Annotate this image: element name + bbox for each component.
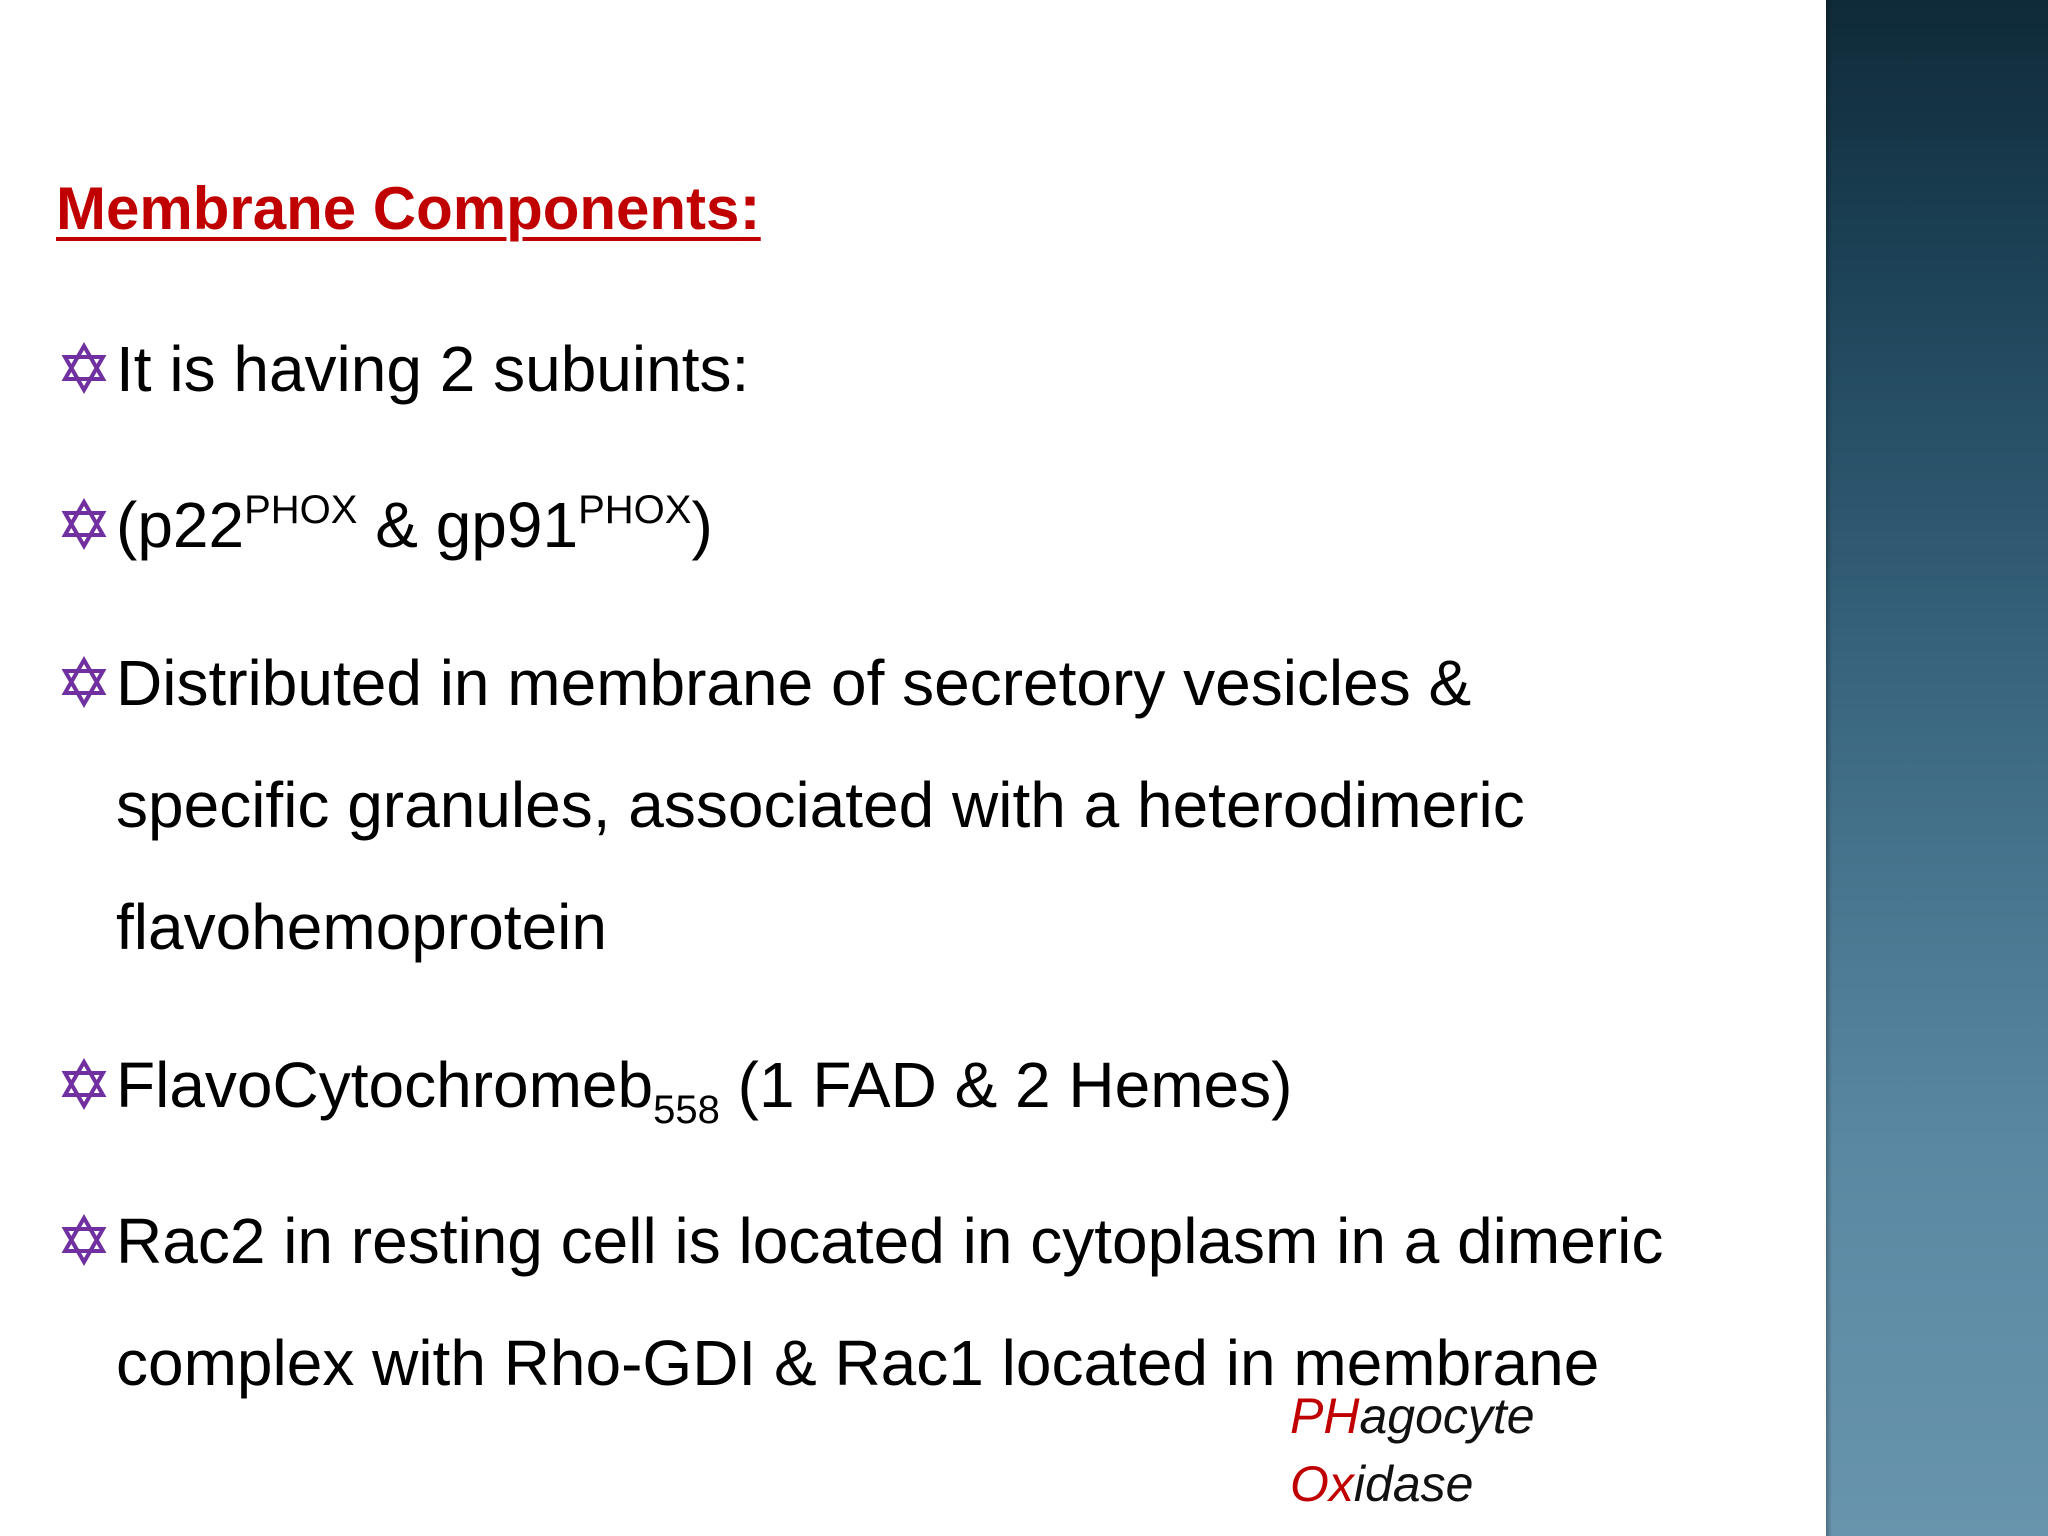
bullet-item	[58, 464, 1778, 595]
bullet-line: specific granules, associated with a heterodimeric	[116, 769, 1525, 841]
star-of-david-icon	[58, 656, 110, 708]
bullet-text	[116, 622, 1778, 988]
phox-caption	[1290, 1382, 1535, 1518]
bullet-line: complex with Rho-GDI & Rac1 located in membrane	[116, 1327, 1600, 1399]
caption-rest: idase	[1353, 1456, 1474, 1512]
close-paren: )	[691, 489, 713, 561]
star-of-david-icon	[58, 1214, 110, 1266]
bullet-line: Rac2 in resting cell is located in cytoplasm in a dimeric	[116, 1205, 1664, 1277]
bullet-text	[116, 464, 1778, 595]
bullet-line: Distributed in membrane of secretory vesicles &	[116, 647, 1472, 719]
title-text: Membrane Components	[56, 175, 740, 242]
bullet-line: It is having 2 subuints:	[116, 333, 750, 405]
caption-line-1	[1290, 1382, 1535, 1450]
bullet-text	[116, 308, 1778, 430]
caption-line-2	[1290, 1450, 1535, 1518]
side-decor-panel	[1826, 0, 2048, 1536]
slide-title	[56, 170, 761, 244]
star-of-david-icon	[58, 342, 110, 394]
cytochrome-subscript: 558	[653, 1088, 720, 1132]
flavocytochrome-label: FlavoCytochromeb	[116, 1049, 654, 1121]
star-of-david-icon	[58, 498, 110, 550]
caption-highlight: Ox	[1290, 1456, 1354, 1512]
bullet-item	[58, 308, 1778, 430]
p22-label: (p22	[116, 489, 245, 561]
fad-hemes-label: (1 FAD & 2 Hemes)	[719, 1049, 1293, 1121]
phox-superscript: PHOX	[244, 488, 358, 532]
gp91-label: & gp91	[357, 489, 579, 561]
title-colon: :	[739, 171, 761, 243]
bullet-line	[116, 464, 1778, 595]
caption-highlight: PH	[1290, 1388, 1360, 1444]
bullet-item	[58, 1024, 1778, 1155]
star-of-david-icon	[58, 1058, 110, 1110]
caption-rest: agocyte	[1359, 1388, 1535, 1444]
bullet-line: flavohemoprotein	[116, 891, 607, 963]
phox-superscript: PHOX	[578, 488, 692, 532]
bullet-line	[116, 1024, 1778, 1155]
bullet-text	[116, 1024, 1778, 1155]
bullet-item	[58, 622, 1778, 988]
